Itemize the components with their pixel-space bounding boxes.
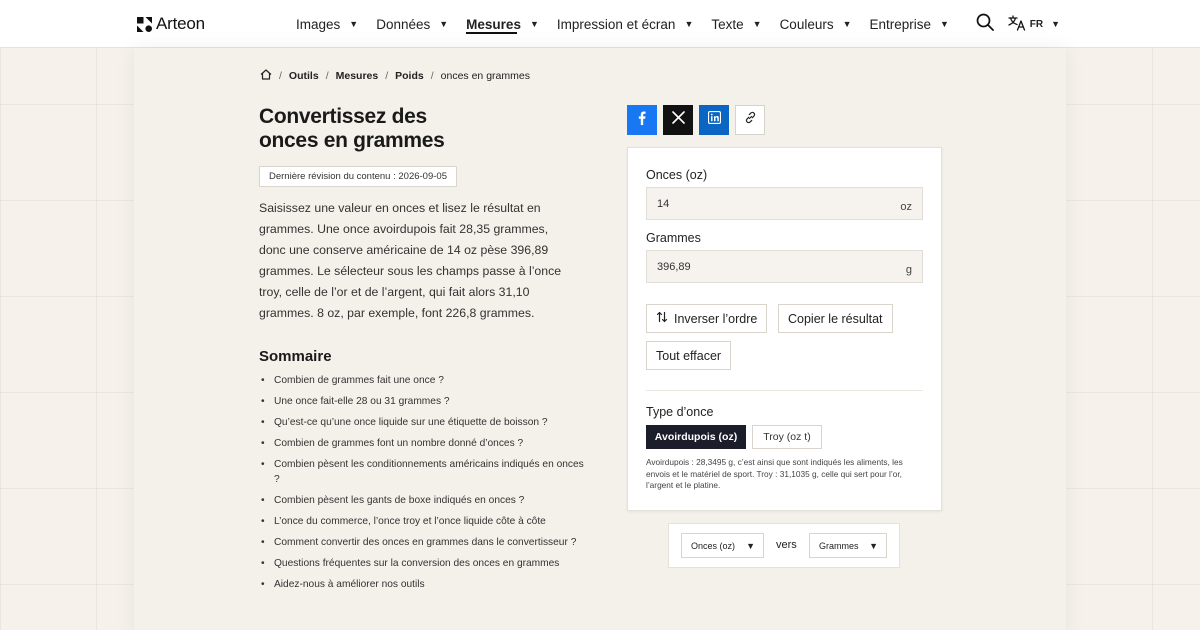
brand-logo[interactable]	[137, 14, 205, 34]
unit-selector-bar	[668, 523, 900, 568]
nav-item-couleurs[interactable]	[780, 0, 852, 48]
toc-item[interactable]: • Combien de grammes font un nombre donné d’onces ?	[259, 436, 589, 451]
breadcrumb-separator: /	[279, 70, 282, 82]
toc-item[interactable]: • Une once fait-elle 28 ou 31 grammes ?	[259, 394, 589, 409]
ounce-type-help: Avoirdupois : 28,3495 g, c’est ainsi que sont indiqués les aliments, les envois et le matériel de sport. Troy : 31,1035 g, celle qui sert pour l’or, l’argent et le platine.	[646, 457, 903, 490]
page-title	[259, 105, 599, 153]
share-facebook-button[interactable]	[627, 105, 657, 135]
toc-item[interactable]: • Qu’est-ce qu’une once liquide sur une étiquette de boisson ?	[259, 415, 589, 430]
breadcrumb-mesures[interactable]: Mesures	[335, 70, 379, 82]
linkedin-icon	[708, 111, 721, 129]
ounces-unit: oz	[900, 200, 912, 213]
toc-item[interactable]: • Comment convertir des onces en grammes dans le convertisseur ?	[259, 535, 589, 550]
to-unit-select[interactable]	[809, 533, 887, 558]
breadcrumb	[260, 69, 530, 83]
copy-link-button[interactable]	[735, 105, 765, 135]
toc-item[interactable]: • Combien pèsent les conditionnements américains indiqués en onces ?	[259, 457, 589, 487]
nav-label: Impression et écran	[556, 16, 676, 32]
vers-label: vers	[776, 539, 797, 551]
nav-item-images[interactable]	[296, 0, 358, 48]
caret-down-icon: ▼	[1051, 19, 1060, 29]
toc-title: Sommaire	[259, 348, 332, 365]
caret-down-icon: ▼	[869, 540, 878, 551]
toc-item[interactable]: • Combien de grammes fait une once ?	[259, 373, 589, 388]
ounces-input[interactable]	[657, 198, 857, 210]
toc-item[interactable]: • L’once du commerce, l’once troy et l’once liquide côte à côte	[259, 514, 589, 529]
ounce-type-label: Type d’once	[646, 405, 714, 419]
copy-result-button[interactable]: Copier le résultat	[778, 304, 893, 333]
breadcrumb-separator: /	[385, 70, 389, 82]
caret-down-icon: ▼	[842, 19, 852, 29]
toc-list	[259, 373, 589, 598]
page-title-line2: onces en grammes	[259, 129, 445, 152]
search-icon[interactable]	[976, 13, 994, 36]
breadcrumb-current: onces en grammes	[440, 70, 530, 82]
share-x-button[interactable]	[663, 105, 693, 135]
toc-item[interactable]: • Aidez-nous à améliorer nos outils	[259, 577, 589, 592]
swap-icon	[656, 311, 668, 326]
x-icon	[672, 111, 685, 129]
caret-down-icon: ▼	[529, 19, 539, 29]
ounce-type-avoirdupois[interactable]: Avoirdupois (oz)	[646, 425, 746, 449]
nav-label: Mesures	[466, 16, 521, 32]
share-linkedin-button[interactable]	[699, 105, 729, 135]
caret-down-icon: ▼	[746, 540, 755, 551]
breadcrumb-poids[interactable]: Poids	[395, 70, 424, 82]
caret-down-icon: ▼	[349, 19, 359, 29]
intro-text: Saisissez une valeur en onces et lisez le résultat en grammes. Une once avoirdupois fait 28,35 grammes, donc une conserve américaine de 14 oz pèse 396,89 grammes. Le sélecteur sous les champs passe à l’once troy, celle de l’or et de l’argent, qui fait alors 31,10 grammes. 8 oz, par exemple, font 226,8 grammes.	[259, 201, 562, 320]
share-buttons	[627, 105, 765, 135]
site-header	[0, 0, 1200, 48]
home-icon[interactable]	[260, 69, 272, 83]
nav-label: Couleurs	[779, 16, 834, 32]
header-actions	[976, 0, 1060, 48]
revision-badge: Dernière révision du contenu : 2026-09-05	[259, 166, 457, 187]
language-code: FR	[1029, 18, 1044, 30]
breadcrumb-separator: /	[430, 70, 434, 82]
ounce-type-troy[interactable]: Troy (oz t)	[752, 425, 822, 449]
caret-down-icon: ▼	[940, 19, 949, 29]
page-title-line1: Convertissez des	[259, 105, 427, 128]
from-unit-value: Onces (oz)	[691, 540, 736, 551]
grams-input[interactable]	[657, 261, 857, 273]
nav-label: Données	[376, 16, 431, 32]
nav-label: Images	[296, 16, 341, 32]
main-nav	[296, 0, 967, 48]
nav-label: Texte	[711, 16, 744, 32]
toc-item[interactable]: • Questions fréquentes sur la conversion des onces en grammes	[259, 556, 589, 571]
from-unit-select[interactable]	[681, 533, 764, 558]
link-icon	[744, 111, 757, 129]
nav-item-entreprise[interactable]	[870, 0, 949, 48]
caret-down-icon: ▼	[439, 19, 449, 29]
divider	[646, 390, 923, 391]
swap-order-label: Inverser l’ordre	[674, 311, 758, 326]
nav-item-impression[interactable]	[557, 0, 693, 48]
breadcrumb-outils[interactable]: Outils	[288, 70, 319, 82]
facebook-icon	[638, 111, 646, 130]
brand-name: Arteon	[156, 14, 205, 33]
content-card	[134, 48, 1066, 630]
ounces-label: Onces (oz)	[646, 168, 708, 182]
caret-down-icon: ▼	[684, 19, 694, 29]
logo-icon	[137, 17, 152, 32]
grams-label: Grammes	[646, 231, 701, 245]
swap-order-button[interactable]	[646, 304, 767, 333]
grams-field[interactable]	[646, 250, 923, 283]
nav-label: Entreprise	[869, 16, 932, 32]
language-selector[interactable]	[1008, 15, 1060, 34]
to-unit-value: Grammes	[819, 540, 859, 551]
nav-item-texte[interactable]	[711, 0, 761, 48]
caret-down-icon: ▼	[752, 19, 762, 29]
clear-all-button[interactable]: Tout effacer	[646, 341, 731, 370]
nav-item-mesures[interactable]	[466, 0, 539, 48]
nav-item-donnees[interactable]	[376, 0, 448, 48]
translate-icon	[1008, 15, 1026, 34]
grams-unit: g	[905, 263, 912, 276]
toc-item[interactable]: • Combien pèsent les gants de boxe indiqués en onces ?	[259, 493, 589, 508]
converter-panel	[627, 147, 942, 511]
breadcrumb-separator: /	[325, 70, 329, 82]
ounces-field[interactable]	[646, 187, 923, 220]
